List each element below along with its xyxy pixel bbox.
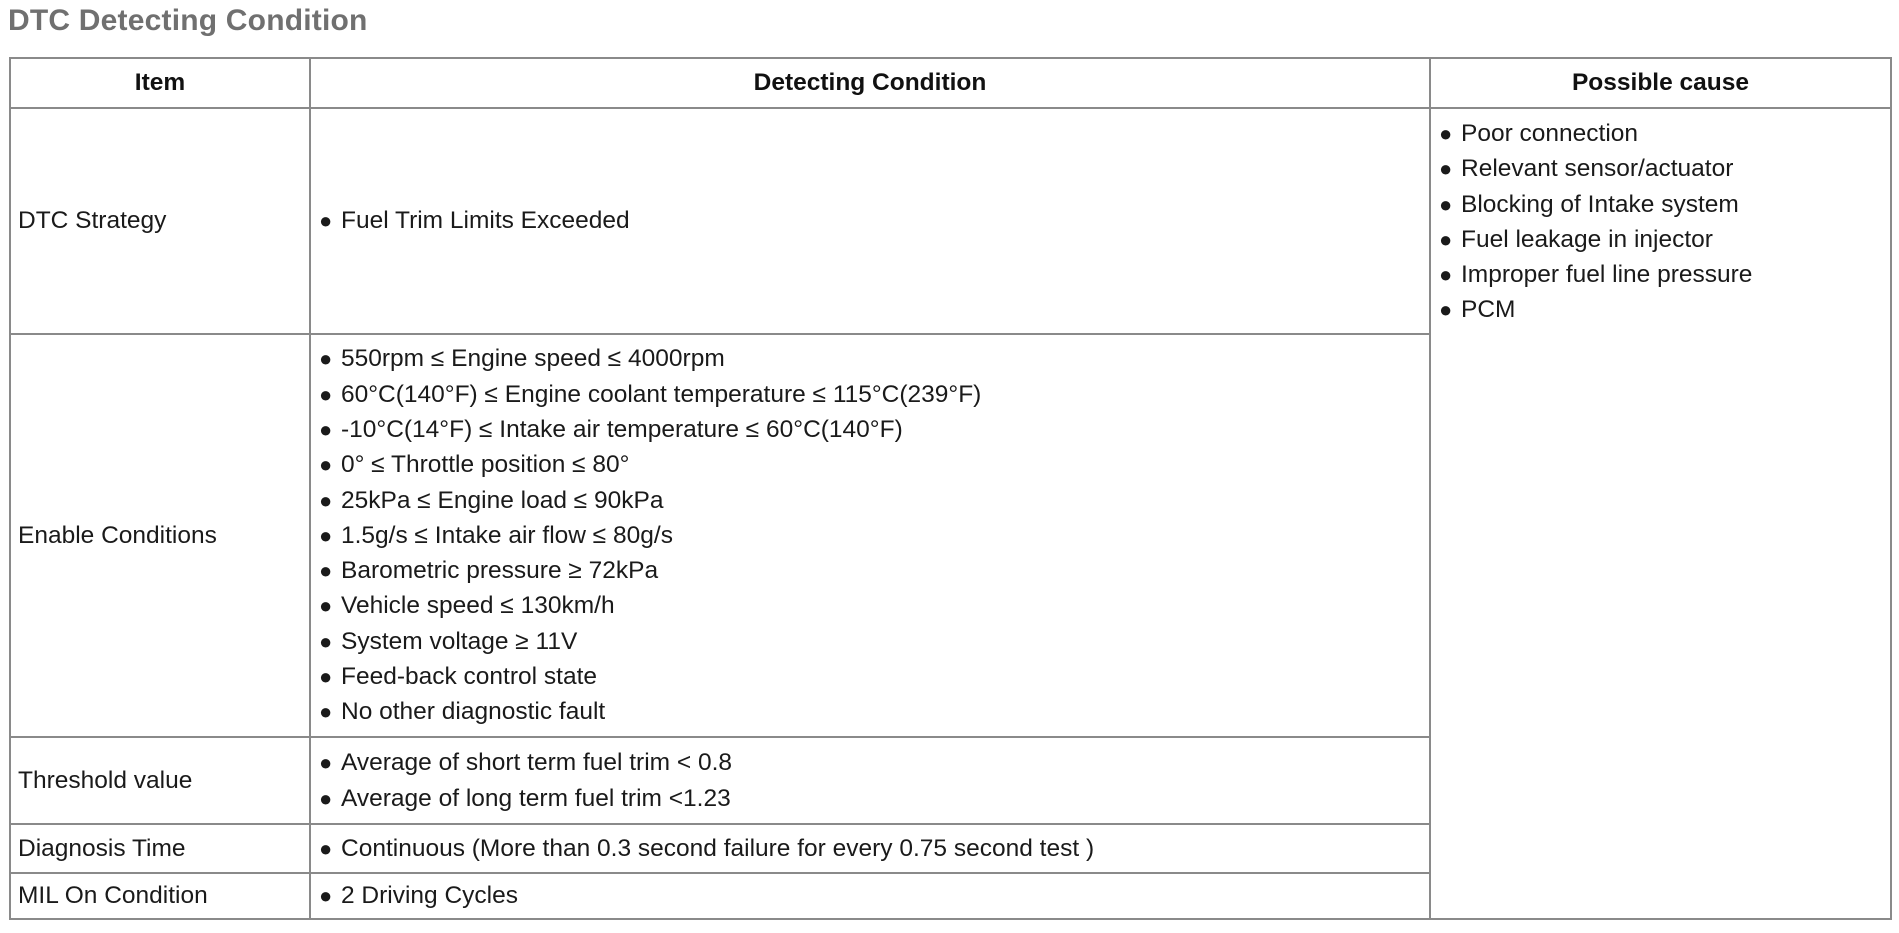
bullet-icon: ● — [1439, 297, 1453, 323]
bullet-icon: ● — [319, 835, 333, 861]
condition-cell — [310, 737, 1430, 824]
condition-item: ● Average of long term fuel trim <1.23 — [319, 781, 1429, 816]
item-cell: Enable Conditions — [10, 334, 310, 737]
bullet-icon: ● — [319, 522, 333, 548]
item-cell: DTC Strategy — [10, 108, 310, 334]
row-dtc-strategy — [10, 108, 1891, 334]
condition-item: ● Fuel Trim Limits Exceeded — [319, 203, 1429, 238]
bullet-icon: ● — [319, 452, 333, 478]
condition-list — [319, 831, 1429, 866]
cause-item: ● Improper fuel line pressure — [1439, 257, 1890, 292]
condition-item: ● -10°C(14°F) ≤ Intake air temperature ≤ 60°C(140°F) — [319, 412, 1429, 447]
item-cell: Threshold value — [10, 737, 310, 824]
bullet-icon: ● — [319, 883, 333, 909]
condition-cell — [310, 873, 1430, 919]
condition-item: ● 60°C(140°F) ≤ Engine coolant temperature ≤ 115°C(239°F) — [319, 377, 1429, 412]
bullet-icon: ● — [319, 785, 333, 811]
condition-list — [319, 203, 1429, 238]
condition-cell — [310, 824, 1430, 873]
condition-list — [319, 745, 1429, 816]
condition-item: ● Continuous (More than 0.3 second failure for every 0.75 second test ) — [319, 831, 1429, 866]
bullet-icon: ● — [1439, 262, 1453, 288]
bullet-icon: ● — [319, 487, 333, 513]
bullet-icon: ● — [319, 750, 333, 776]
bullet-icon: ● — [319, 664, 333, 690]
condition-item: ● 1.5g/s ≤ Intake air flow ≤ 80g/s — [319, 518, 1429, 553]
condition-item: ● 25kPa ≤ Engine load ≤ 90kPa — [319, 483, 1429, 518]
cause-list — [1439, 116, 1890, 328]
bullet-icon: ● — [319, 381, 333, 407]
condition-item: ● Average of short term fuel trim < 0.8 — [319, 745, 1429, 780]
cause-item: ● Fuel leakage in injector — [1439, 222, 1890, 257]
condition-item: ● Vehicle speed ≤ 130km/h — [319, 588, 1429, 623]
bullet-icon: ● — [1439, 191, 1453, 217]
condition-item: ● 0° ≤ Throttle position ≤ 80° — [319, 447, 1429, 482]
item-cell: Diagnosis Time — [10, 824, 310, 873]
condition-list — [319, 878, 1429, 913]
cause-item: ● Blocking of Intake system — [1439, 187, 1890, 222]
condition-cell — [310, 108, 1430, 334]
header-possible-cause: Possible cause — [1430, 58, 1891, 108]
bullet-icon: ● — [319, 628, 333, 654]
condition-cell — [310, 334, 1430, 737]
condition-item: ● No other diagnostic fault — [319, 694, 1429, 729]
bullet-icon: ● — [319, 558, 333, 584]
dtc-condition-table — [9, 57, 1892, 920]
condition-item: ● System voltage ≥ 11V — [319, 624, 1429, 659]
bullet-icon: ● — [319, 208, 333, 234]
cause-item: ● Relevant sensor/actuator — [1439, 151, 1890, 186]
cause-item: ● Poor connection — [1439, 116, 1890, 151]
condition-list — [319, 341, 1429, 729]
bullet-icon: ● — [319, 416, 333, 442]
cause-item: ● PCM — [1439, 292, 1890, 327]
header-item: Item — [10, 58, 310, 108]
condition-item: ● 2 Driving Cycles — [319, 878, 1429, 913]
possible-cause-cell — [1430, 108, 1891, 919]
condition-item: ● 550rpm ≤ Engine speed ≤ 4000rpm — [319, 341, 1429, 376]
bullet-icon: ● — [319, 593, 333, 619]
bullet-icon: ● — [1439, 226, 1453, 252]
bullet-icon: ● — [1439, 121, 1453, 146]
header-row — [10, 58, 1891, 108]
item-cell: MIL On Condition — [10, 873, 310, 919]
bullet-icon: ● — [1439, 156, 1453, 182]
condition-item: ● Barometric pressure ≥ 72kPa — [319, 553, 1429, 588]
condition-item: ● Feed-back control state — [319, 659, 1429, 694]
bullet-icon: ● — [319, 346, 333, 372]
page-title: DTC Detecting Condition — [8, 4, 368, 37]
bullet-icon: ● — [319, 699, 333, 725]
header-detecting-condition: Detecting Condition — [310, 58, 1430, 108]
